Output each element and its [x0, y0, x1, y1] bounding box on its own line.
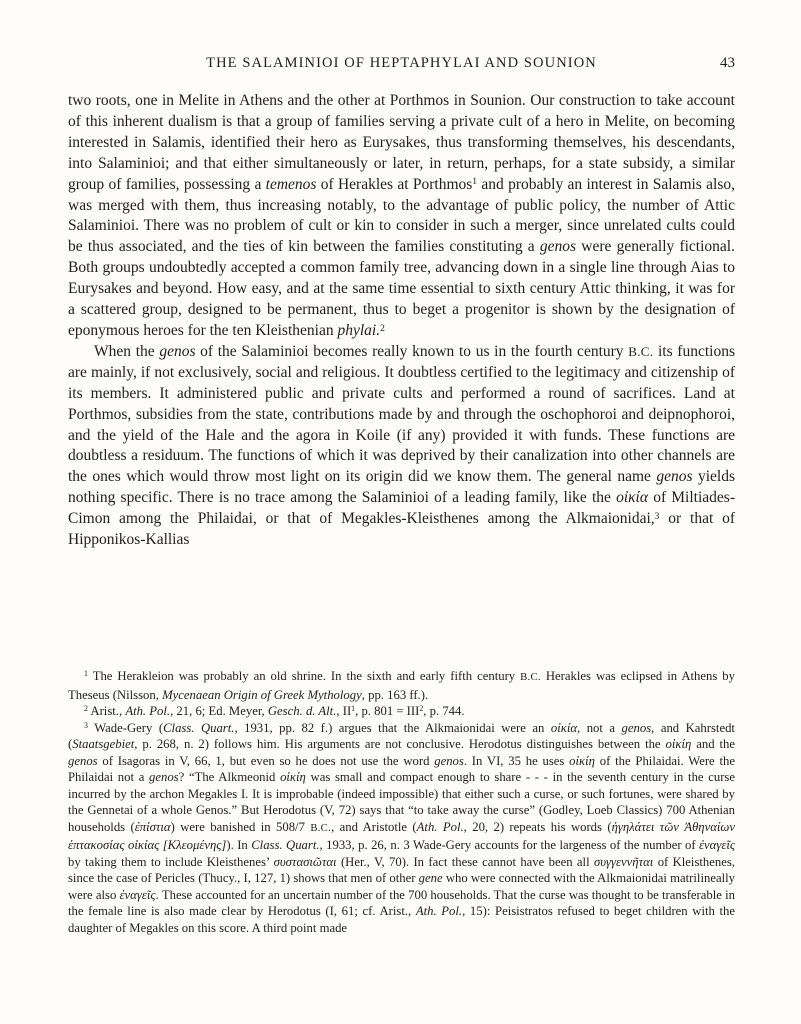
footnote-1: $^1$ The Herakleion was probably an old shrine. In the sixth and early fifth century B.C. Herakles was eclipsed in Athens by Theseus (Nilsson, Mycenaean Origin of Greek Mythology, pp. 163 ff.).: [68, 669, 735, 702]
page-number: 43: [720, 55, 735, 71]
paragraph: When the genos of the Salaminioi becomes really known to us in the fourth century B.C. its functions are mainly, if not exclusively, social and religious. It doubtless certified to the legitimacy and citizenship of its members. It administered public and private cults and performed a round of sacrifices. Land at Porthmos, subsidies from the state, contributions made by and through the oschophoroi and deipnophoroi, and the yield of the Hale and the agora in Koile (if any) provided it with funds. These functions are doubtless a residuum. The functions of which it was deprived by their canalization into other channels are the ones which would throw most light on its origin did we know them. The general name genos yields nothing specific. There is no trace among the Salaminioi of a leading family, like the οἰκία of Miltiades-Cimon among the Philaidai, or that of Megakles-Kleisthenes among the Alkmaionidai,$^3$ or that of Hipponikos-Kallias: [68, 342, 735, 549]
running-header: [68, 55, 735, 72]
footnote-3: $^3$ Wade-Gery (Class. Quart., 1931, pp. 82 f.) argues that the Alkmaionidai were an οἰκία, not a genos, and Kahrstedt (Staatsgebiet, p. 268, n. 2) follows him. His arguments are not conclusive. Herodotus distinguishes between the οἰκίη and the genos of Isagoras in V, 66, 1, but even so he does not use the word genos. In VI, 35 he uses οἰκίη of the Philaidai. Were the Philaidai not a genos? “The Alkmeonid οἰκίη was small and compact enough to share - - - in the seventh century in the curse incurred by the archon Megakles I. It is improbable (indeed impossible) that either such a curse, or such fortunes, were shared by the Gennetai of a whole Genos.” But Herodotus (V, 72) says that “to take away the curse” (Godley, Loeb Classics) 700 Athenian households (ἐπίστια) were banished in 508/7 B.C., and Aristotle (Ath. Pol., 20, 2) repeats his words (ἡγηλάτει τῶν Ἀθηναίων ἑπτακοσίας οἰκίας [Κλεομένης]). In Class. Quart., 1933, p. 26, n. 3 Wade-Gery accounts for the largeness of the number of ἐναγεῖς by taking them to include Kleisthenes’ συστασιῶται (Her., V, 70). In fact these cannot have been all συγγεννῆται of Kleisthenes, since the case of Pericles (Thucy., I, 127, 1) shows that men of other gene who were connected with the Alkmaionidai matrilineally were also ἐναγεῖς. These accounted for an uncertain number of the 700 households. That the curse was thought to be transferable in the female line is also made clear by Herodotus (I, 61; cf. Arist., Ath. Pol., 15): Peisistratos refused to beget children with the daughter of Megakles on this score. A third point made: [68, 720, 736, 935]
footnotes-section: [68, 668, 735, 936]
paragraph: two roots, one in Melite in Athens and the other at Porthmos in Sounion. Our construction to take account of this inherent dualism is that a group of families serving a private cult of a hero in Melite, on becoming interested in Salamis, identified their hero as Eurysakes, thus transforming themselves, his descendants, into Salaminioi; and that either simultaneously or later, in return, perhaps, for a state subsidy, a similar group of families, possessing a temenos of Herakles at Porthmos$^1$ and probably an interest in Salamis also, was merged with them, thus increasing notably, to the advantage of public policy, the number of Attic Salaminioi. There was no problem of cult or kin to consider in such a merger, since unrelated cults could be thus associated, and the ties of kin between the families constituting a genos were generally fictional. Both groups undoubtedly accepted a common family tree, advancing down in a single line through Aias to Eurysakes and beyond. How easy, and at the same time essential to sixth century Attic thinking, it was for a scattered group, designed to be permanent, thus to beget a progenitor is shown by the designation of eponymous heroes for the ten Kleisthenian phylai.$^2$: [68, 92, 735, 339]
page-title: THE SALAMINIOI OF HEPTAPHYLAI AND SOUNION: [206, 55, 597, 71]
body-text: [68, 91, 735, 551]
footnote-2: $^2$ Arist., Ath. Pol., 21, 6; Ed. Meyer, Gesch. d. Alt., $II^1$, p. $801 = III^2$, p. 744.: [84, 704, 465, 718]
